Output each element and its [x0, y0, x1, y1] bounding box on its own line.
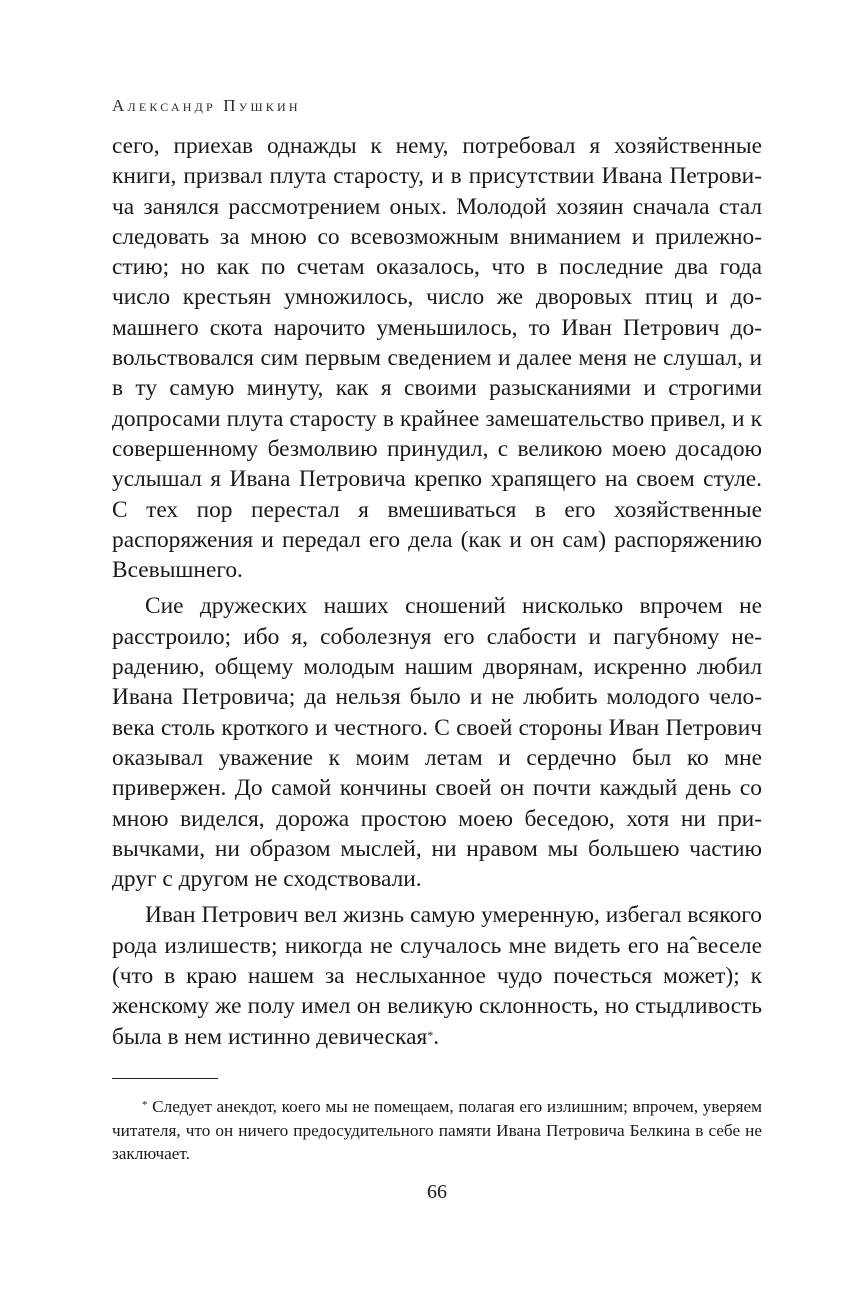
- footnote-divider: [112, 1078, 218, 1079]
- page-number: 66: [427, 1181, 447, 1203]
- paragraph-continued: сего, приехав однажды к нему, потребовал я хозяйственные книги, призвал плута старосту, и в присутствии Ивана Петровича занялся рассмотрением оных. Молодой хозяин сначала стал следовать за мною со всевозможным вниманием и прилежностию; но как по счетам оказалось, что в последние два года число крестьян умножилось, число же дворовых птиц и домашнего скота нарочито уменьшилось, то Иван Петрович довольствовался сим первым сведением и далее меня не слушал, и в ту самую минуту, как я своими разысканиями и строгими допросами плута старосту в крайнее замешательство привел, и к совершенному безмолвию принудил, с великою моею досадою услышал я Ивана Петровича крепко храпящего на своем стуле. С тех пор перестал я вмешиваться в его хозяйственные распоряжения и передал его дела (как и он сам) распоряжению Всевышнего.: [112, 133, 762, 584]
- footnote-reference[interactable]: *: [427, 1027, 434, 1042]
- running-head: Александр Пушкин: [112, 96, 301, 115]
- footnote-marker: *: [142, 1099, 148, 1111]
- paragraph-text: Иван Петрович вел жизнь самую умеренную, избегал всякого рода излишеств; никогда не случалось мне видеть его наˆвеселе (что в краю нашем за неслыханное чудо почесться может); к женскому же полу имел он великую склонность, но стыдливость была в нем истинно девическая: [112, 902, 762, 1050]
- footnote-text: Следует анекдот, коего мы не помещаем, полагая его излишним; впрочем, уверяем читателя, что он ничего предосудительного памяти Ивана Петровича Белкина в себе не заключает.: [112, 1097, 762, 1164]
- footnote: [112, 1095, 762, 1166]
- body-text: [112, 131, 762, 1052]
- paragraph: Сие дружеских наших сношений нисколько впрочем не расстроило; ибо я, соболезнуя его слабости и пагубному нерадению, общему молодым нашим дворянам, искренно любил Ивана Петровича; да нельзя было и не любить молодого человека столь кроткого и честного. С своей стороны Иван Петрович оказывал уважение к моим летам и сердечно был ко мне привержен. До самой кончины своей он почти каждый день со мною виделся, дорожа простою моею беседою, хотя ни привычками, ни образом мыслей, ни нравом мы большею частию друг с другом не сходствовали.: [112, 593, 762, 893]
- paragraph: Иван Петрович вел жизнь самую умеренную, избегал всякого рода излишеств; никогда не случалось мне видеть его наˆвеселе (что в краю нашем за неслыханное чудо почесться может); к женскому же полу имел он великую склонность, но стыдливость была в нем истинно девическая*.: [112, 902, 762, 1050]
